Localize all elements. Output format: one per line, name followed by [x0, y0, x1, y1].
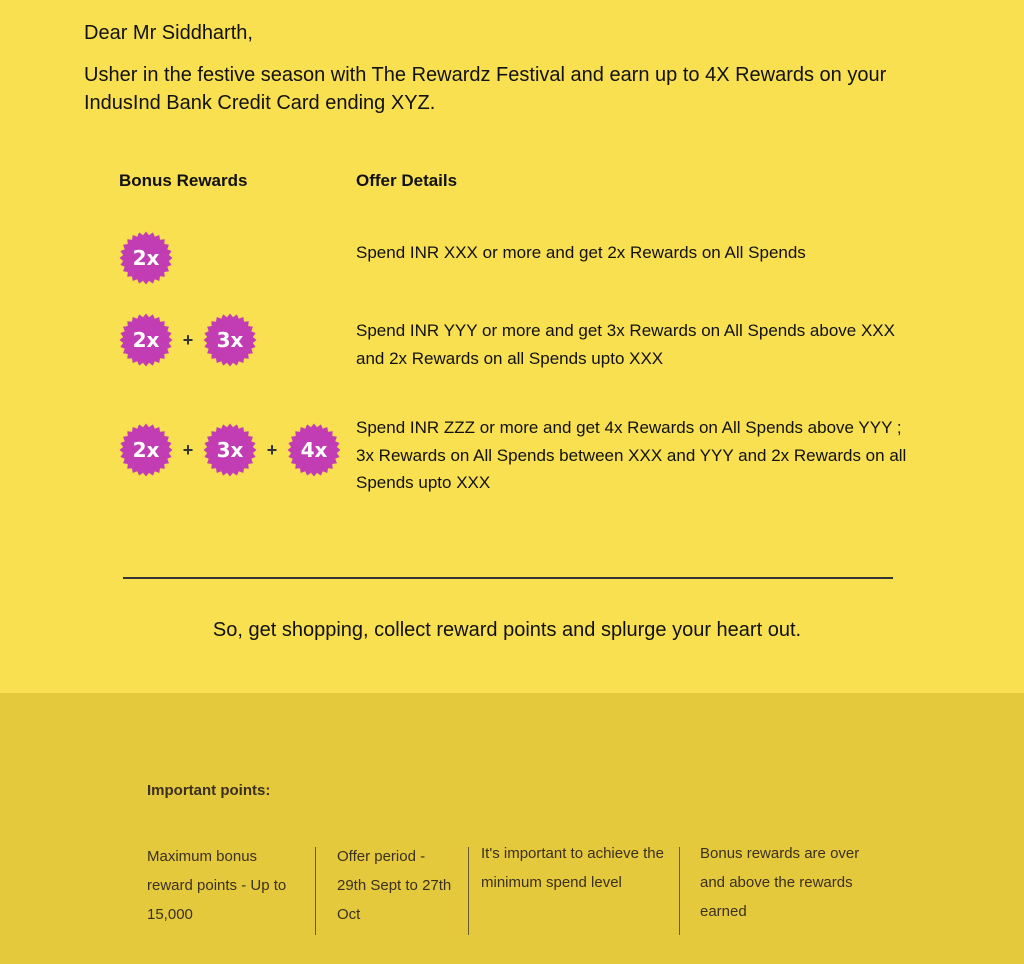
point-max-bonus: Maximum bonus reward points - Up to 15,000: [147, 848, 287, 923]
offer-row-2-badges: [119, 313, 257, 367]
badge-label: 2x: [132, 328, 160, 352]
3x-badge-icon: [203, 313, 257, 367]
closing-line: So, get shopping, collect reward points and splurge your heart out.: [212, 619, 802, 641]
column-divider: [468, 847, 469, 935]
offer-details-header: Offer Details: [356, 171, 458, 190]
3x-badge-icon: [203, 423, 257, 477]
badge-label: 2x: [132, 246, 160, 270]
point-bonus-rewards: Bonus rewards are over and above the rewards earned: [700, 845, 860, 920]
badge-label: 3x: [216, 438, 244, 462]
plus-sign: +: [182, 329, 194, 350]
column-divider: [679, 847, 680, 935]
badge-label: 2x: [132, 438, 160, 462]
offer-row-3-badges: [119, 423, 341, 477]
offer-row-1-text: Spend INR XXX or more and get 2x Rewards on All Spends: [356, 243, 806, 262]
important-points-title: Important points:: [147, 782, 271, 799]
2x-badge-icon: [119, 231, 173, 285]
2x-badge-icon: [119, 423, 173, 477]
offer-row-3-text: Spend INR ZZZ or more and get 4x Rewards on All Spends above YYY ; 3x Rewards on All Spends between XXX and YYY and 2x Rewards on all Spends upto XXX: [356, 418, 907, 492]
greeting: Dear Mr Siddharth,: [84, 22, 253, 44]
badge-label: 3x: [216, 328, 244, 352]
4x-badge-icon: [287, 423, 341, 477]
divider: [123, 577, 893, 579]
plus-sign: +: [266, 439, 278, 460]
intro-paragraph: Usher in the festive season with The Rewardz Festival and earn up to 4X Rewards on your IndusInd Bank Credit Card ending XYZ.: [84, 64, 887, 114]
point-minimum-spend: It's important to achieve the minimum spend level: [481, 845, 664, 891]
plus-sign: +: [182, 439, 194, 460]
2x-badge-icon: [119, 313, 173, 367]
important-points-section: [0, 693, 1024, 964]
bonus-rewards-header: Bonus Rewards: [119, 171, 248, 190]
point-offer-period: Offer period - 29th Sept to 27th Oct: [337, 848, 452, 923]
column-divider: [315, 847, 316, 935]
offer-row-1-badges: [119, 231, 173, 285]
offer-row-2-text: Spend INR YYY or more and get 3x Rewards on All Spends above XXX and 2x Rewards on all Spends upto XXX: [356, 321, 895, 368]
badge-label: 4x: [300, 438, 328, 462]
